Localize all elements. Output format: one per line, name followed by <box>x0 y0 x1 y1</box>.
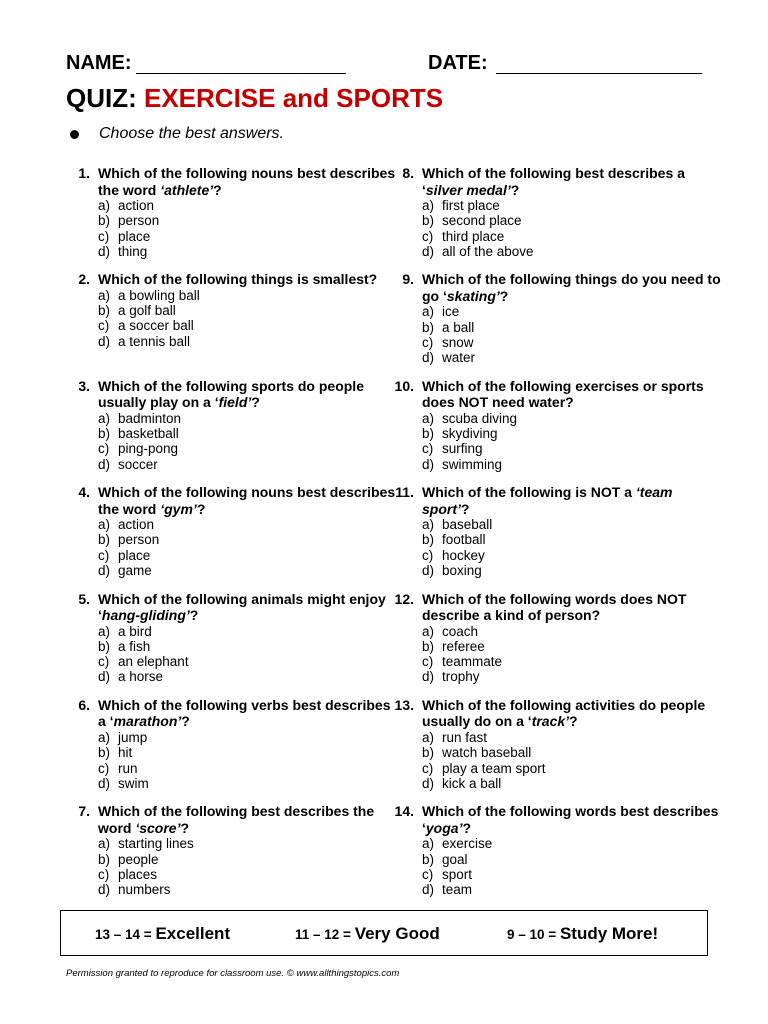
answer-options <box>98 517 398 578</box>
option-letter: a) <box>422 729 435 745</box>
question-text-part: Which of the following nouns best describes the word <box>98 165 396 198</box>
question-number: 3. <box>78 377 90 394</box>
question-text-part: ? <box>196 500 206 517</box>
question-number: 11. <box>395 484 414 501</box>
option-text: snow <box>442 334 474 350</box>
answer-option <box>98 745 398 760</box>
option-text: people <box>118 851 159 867</box>
question-text-part: Which of the following nouns best describes the word <box>98 484 396 517</box>
option-letter: d) <box>98 775 111 791</box>
option-letter: d) <box>422 350 435 366</box>
option-letter: c) <box>98 228 110 244</box>
question-keyword: skating’ <box>446 287 500 304</box>
answer-option <box>98 624 398 639</box>
question-number: 10. <box>394 377 414 394</box>
question-item <box>390 803 719 909</box>
question-keyword: ‘team sport’ <box>422 484 673 517</box>
question-text-part: Which of the following words best describes ‘ <box>422 803 719 836</box>
option-letter: d) <box>98 456 111 472</box>
quiz-prefix: QUIZ: <box>66 83 137 113</box>
answer-options <box>422 411 722 472</box>
question-text-part: Which of the following things do you need to go ‘ <box>422 271 721 304</box>
question-text-part: ? <box>213 181 222 198</box>
option-letter: a) <box>98 836 111 852</box>
question-keyword: field’ <box>218 394 252 411</box>
question-number: 5. <box>78 590 90 607</box>
option-letter: b) <box>422 851 435 867</box>
option-letter: b) <box>422 638 435 654</box>
question-body <box>98 484 398 578</box>
instruction <box>66 125 284 143</box>
option-text: game <box>118 563 152 579</box>
option-text: ping-pong <box>118 441 179 457</box>
question-text-part: Which of the following exercises or sports does NOT need water? <box>422 377 704 411</box>
option-text: play a team sport <box>442 760 546 776</box>
answer-options <box>422 730 722 791</box>
score-range: 9 – 10 = <box>507 927 557 942</box>
option-text: places <box>118 866 158 882</box>
question-text-part: Which of the following best describes the word <box>98 803 375 836</box>
question-number: 6. <box>78 696 90 713</box>
option-letter: a) <box>422 198 435 213</box>
answer-option <box>98 517 398 532</box>
quiz-topic: EXERCISE and SPORTS <box>144 83 444 113</box>
option-letter: b) <box>422 213 435 229</box>
answer-option <box>98 457 398 472</box>
score-label: Very Good <box>354 924 440 943</box>
question-number: 12. <box>394 590 414 607</box>
question-item <box>390 697 710 803</box>
answer-option <box>98 852 398 867</box>
question-text-part: Which of the following things is smallest? <box>98 271 378 288</box>
option-letter: b) <box>98 213 111 229</box>
question-text <box>422 165 722 198</box>
footer-permission: Permission granted to reproduce for classroom use. © www.allthingstopics.com <box>66 968 400 979</box>
question-text-part: Which of the following words does NOT describe a kind of person? <box>422 590 687 624</box>
option-text: place <box>118 228 151 244</box>
option-text: first place <box>442 198 500 213</box>
question-body <box>422 803 722 897</box>
question-text <box>98 271 398 288</box>
question-text-part: Which of the following is NOT a <box>422 484 636 501</box>
answer-options <box>98 411 398 472</box>
answer-option <box>422 532 722 547</box>
question-text <box>98 378 398 411</box>
option-letter: c) <box>422 334 434 350</box>
question-keyword: silver medal’ <box>425 181 511 198</box>
option-letter: d) <box>98 333 111 349</box>
question-item <box>66 696 391 803</box>
answer-option <box>98 654 398 669</box>
option-letter: b) <box>422 319 435 335</box>
answer-options <box>98 730 398 791</box>
question-number: 7. <box>78 803 90 820</box>
question-text <box>98 803 398 836</box>
option-text: watch baseball <box>442 745 532 761</box>
answer-option <box>98 441 398 456</box>
question-text-part: Which of the following best describes a ‘ <box>422 165 685 198</box>
question-body <box>422 697 722 791</box>
option-letter: b) <box>98 303 111 319</box>
option-text: a tennis ball <box>118 333 191 349</box>
option-text: coach <box>442 623 479 639</box>
option-text: place <box>118 547 151 563</box>
answer-option <box>98 563 398 578</box>
question-body <box>422 165 722 259</box>
option-letter: d) <box>98 243 111 259</box>
option-text: person <box>118 532 160 548</box>
header-fields <box>66 52 706 80</box>
answer-option <box>98 867 398 882</box>
answer-option <box>422 639 722 654</box>
question-body <box>98 803 398 897</box>
question-item <box>390 271 721 377</box>
answer-option <box>98 882 398 897</box>
questions-right-column <box>390 165 721 910</box>
option-text: swim <box>118 775 149 791</box>
answer-options <box>422 836 722 897</box>
answer-option <box>98 318 398 333</box>
question-item <box>66 484 396 590</box>
option-text: scuba diving <box>442 410 518 426</box>
answer-option <box>98 548 398 563</box>
question-keyword: yoga’ <box>425 819 463 836</box>
option-letter: c) <box>98 441 110 457</box>
question-keyword: ‘gym’ <box>160 500 197 517</box>
option-letter: a) <box>98 287 111 303</box>
answer-option <box>98 426 398 441</box>
question-text <box>422 803 722 836</box>
question-number: 8. <box>402 165 414 181</box>
option-letter: d) <box>98 669 111 685</box>
option-text: a bowling ball <box>118 287 200 303</box>
option-text: all of the above <box>442 243 534 259</box>
question-body <box>98 697 398 791</box>
option-text: a golf ball <box>118 303 176 319</box>
question-item <box>66 165 396 271</box>
question-body <box>98 591 398 685</box>
answer-option <box>422 411 722 426</box>
score-very-good <box>295 924 440 944</box>
answer-option <box>422 441 722 456</box>
option-text: a ball <box>442 319 475 335</box>
question-text <box>98 484 398 517</box>
option-text: jump <box>118 729 148 745</box>
question-text-part: ? <box>569 713 578 730</box>
question-text <box>98 165 398 198</box>
option-text: run fast <box>442 729 488 745</box>
option-letter: d) <box>98 882 111 898</box>
question-keyword: marathon’ <box>113 713 182 730</box>
question-text-part: Which of the following verbs best describes a ‘ <box>98 696 391 730</box>
name-line <box>136 73 346 74</box>
question-number: 14. <box>394 803 414 820</box>
option-letter: a) <box>422 623 435 639</box>
answer-options <box>98 624 398 685</box>
option-letter: d) <box>422 882 435 898</box>
answer-option <box>422 836 722 851</box>
answer-option <box>422 776 722 791</box>
instruction-text: Choose the best answers. <box>99 125 284 142</box>
option-letter: c) <box>98 654 110 670</box>
option-text: a horse <box>118 669 164 685</box>
option-letter: a) <box>98 410 111 426</box>
option-letter: c) <box>422 228 434 244</box>
answer-option <box>422 213 722 228</box>
question-text-part: ? <box>180 819 190 836</box>
answer-options <box>422 198 722 259</box>
option-text: teammate <box>442 654 503 670</box>
question-item <box>66 803 386 909</box>
question-text-part: ? <box>462 819 472 836</box>
option-letter: a) <box>98 729 111 745</box>
question-text <box>422 591 722 624</box>
question-item <box>66 271 386 377</box>
option-letter: c) <box>422 866 434 882</box>
score-label: Study More! <box>559 924 659 943</box>
answer-option <box>98 213 398 228</box>
name-label: NAME: <box>66 52 132 74</box>
answer-option <box>98 198 398 213</box>
question-body <box>422 591 722 685</box>
option-text: run <box>118 760 138 776</box>
option-text: ice <box>442 304 460 320</box>
option-letter: c) <box>98 866 110 882</box>
answer-options <box>422 304 722 365</box>
answer-options <box>98 198 398 259</box>
option-text: action <box>118 198 155 213</box>
option-text: starting lines <box>118 836 194 852</box>
option-letter: a) <box>98 517 111 533</box>
option-text: hit <box>118 745 133 761</box>
option-letter: d) <box>422 775 435 791</box>
answer-options <box>422 624 722 685</box>
answer-option <box>98 639 398 654</box>
option-letter: a) <box>422 410 435 426</box>
option-text: badminton <box>118 410 182 426</box>
question-number: 4. <box>78 484 90 501</box>
answer-option <box>422 426 722 441</box>
question-item <box>390 484 710 590</box>
question-item <box>66 378 386 484</box>
option-letter: d) <box>422 456 435 472</box>
option-letter: d) <box>98 563 111 579</box>
answer-option <box>422 517 722 532</box>
answer-option <box>98 669 398 684</box>
answer-options <box>98 288 398 349</box>
answer-option <box>422 745 722 760</box>
answer-option <box>422 198 722 213</box>
option-text: water <box>442 350 476 366</box>
date-label: DATE: <box>428 52 488 74</box>
option-letter: c) <box>422 547 434 563</box>
answer-option <box>422 320 722 335</box>
option-letter: b) <box>98 426 111 442</box>
answer-option <box>98 836 398 851</box>
option-text: second place <box>442 213 522 229</box>
option-letter: a) <box>98 198 111 213</box>
option-letter: d) <box>422 243 435 259</box>
question-text-part: ? <box>460 500 470 517</box>
option-text: a bird <box>118 623 152 639</box>
answer-options <box>98 836 398 897</box>
option-letter: c) <box>422 654 434 670</box>
score-study-more <box>507 924 658 944</box>
question-text-part: ? <box>499 287 509 304</box>
answer-option <box>422 624 722 639</box>
option-text: thing <box>118 243 148 259</box>
answer-option <box>422 867 722 882</box>
option-letter: d) <box>422 563 435 579</box>
option-text: kick a ball <box>442 775 502 791</box>
answer-option <box>98 334 398 349</box>
question-text-part: Which of the following sports do people usually play on a ‘ <box>98 377 364 411</box>
question-text-part: ? <box>510 181 520 198</box>
answer-option <box>98 411 398 426</box>
option-letter: b) <box>98 532 111 548</box>
answer-option <box>422 730 722 745</box>
answer-option <box>422 563 722 578</box>
scoring-box <box>60 910 708 956</box>
answer-option <box>422 654 722 669</box>
question-text <box>422 697 722 730</box>
question-number: 2. <box>78 271 90 288</box>
page-title <box>66 83 443 114</box>
option-text: a soccer ball <box>118 318 194 334</box>
option-letter: c) <box>98 318 110 334</box>
answer-option <box>422 229 722 244</box>
option-letter: a) <box>422 517 435 533</box>
date-line <box>496 73 702 74</box>
question-text <box>422 484 722 517</box>
option-letter: b) <box>422 532 435 548</box>
answer-option <box>422 761 722 776</box>
question-item <box>390 378 710 484</box>
question-text-part: Which of the following activities do people usually do on a ‘ <box>422 696 706 730</box>
option-text: exercise <box>442 836 493 852</box>
option-text: a fish <box>118 638 151 654</box>
option-text: basketball <box>118 426 179 442</box>
question-number: 13. <box>394 696 414 713</box>
question-keyword: hang-gliding’ <box>101 607 190 624</box>
option-letter: a) <box>422 304 435 320</box>
bullet-icon <box>70 130 79 139</box>
answer-option <box>422 852 722 867</box>
answer-option <box>422 548 722 563</box>
answer-option <box>422 304 722 319</box>
answer-option <box>98 244 398 259</box>
option-letter: b) <box>422 426 435 442</box>
answer-option <box>98 288 398 303</box>
score-label: Excellent <box>155 924 231 943</box>
answer-option <box>98 776 398 791</box>
question-body <box>98 271 398 349</box>
option-text: soccer <box>118 456 158 472</box>
question-text-part: ? <box>251 394 260 411</box>
answer-option <box>98 761 398 776</box>
score-excellent <box>95 924 230 944</box>
option-text: third place <box>442 228 505 244</box>
option-letter: c) <box>422 441 434 457</box>
question-number: 9. <box>402 271 414 288</box>
answer-option <box>98 229 398 244</box>
question-text <box>422 271 722 304</box>
question-item <box>390 165 710 271</box>
option-text: swimming <box>442 456 503 472</box>
answer-option <box>422 244 722 259</box>
answer-option <box>98 303 398 318</box>
option-letter: d) <box>422 669 435 685</box>
option-text: trophy <box>442 669 480 685</box>
answer-option <box>98 730 398 745</box>
question-body <box>98 378 398 472</box>
option-letter: c) <box>98 760 110 776</box>
score-range: 13 – 14 = <box>95 927 152 942</box>
question-item <box>66 591 386 697</box>
option-text: referee <box>442 638 485 654</box>
question-body <box>422 271 722 365</box>
question-text-part: ? <box>181 713 190 730</box>
question-text-part: Which of the following animals might enjoy ‘ <box>98 590 386 624</box>
option-letter: c) <box>422 760 434 776</box>
option-text: team <box>442 882 473 898</box>
question-text <box>422 378 722 411</box>
question-body <box>98 165 398 259</box>
answer-option <box>98 532 398 547</box>
questions-left-column <box>66 165 396 910</box>
question-keyword: ‘athlete’ <box>160 181 214 198</box>
option-text: surfing <box>442 441 483 457</box>
option-text: boxing <box>442 563 482 579</box>
option-letter: b) <box>422 745 435 761</box>
question-keyword: ‘score’ <box>135 819 181 836</box>
answer-options <box>422 517 722 578</box>
option-letter: b) <box>98 851 111 867</box>
option-text: hockey <box>442 547 485 563</box>
option-letter: b) <box>98 745 111 761</box>
option-text: goal <box>442 851 468 867</box>
answer-option <box>422 882 722 897</box>
answer-option <box>422 350 722 365</box>
question-body <box>422 484 722 578</box>
option-letter: a) <box>422 836 435 852</box>
option-letter: b) <box>98 638 111 654</box>
option-text: numbers <box>118 882 171 898</box>
option-letter: c) <box>98 547 110 563</box>
option-text: action <box>118 517 155 533</box>
question-text-part: ? <box>189 607 199 624</box>
option-text: person <box>118 213 160 229</box>
question-keyword: track’ <box>531 713 570 730</box>
option-text: an elephant <box>118 654 189 670</box>
option-text: football <box>442 532 486 548</box>
answer-option <box>422 669 722 684</box>
answer-option <box>422 457 722 472</box>
question-text <box>98 697 398 730</box>
question-item <box>390 591 710 697</box>
score-range: 11 – 12 = <box>295 927 351 942</box>
option-text: baseball <box>442 517 493 533</box>
option-text: skydiving <box>442 426 498 442</box>
question-text <box>98 591 398 624</box>
question-body <box>422 378 722 472</box>
question-number: 1. <box>78 165 90 181</box>
answer-option <box>422 335 722 350</box>
option-letter: a) <box>98 623 111 639</box>
option-text: sport <box>442 866 473 882</box>
